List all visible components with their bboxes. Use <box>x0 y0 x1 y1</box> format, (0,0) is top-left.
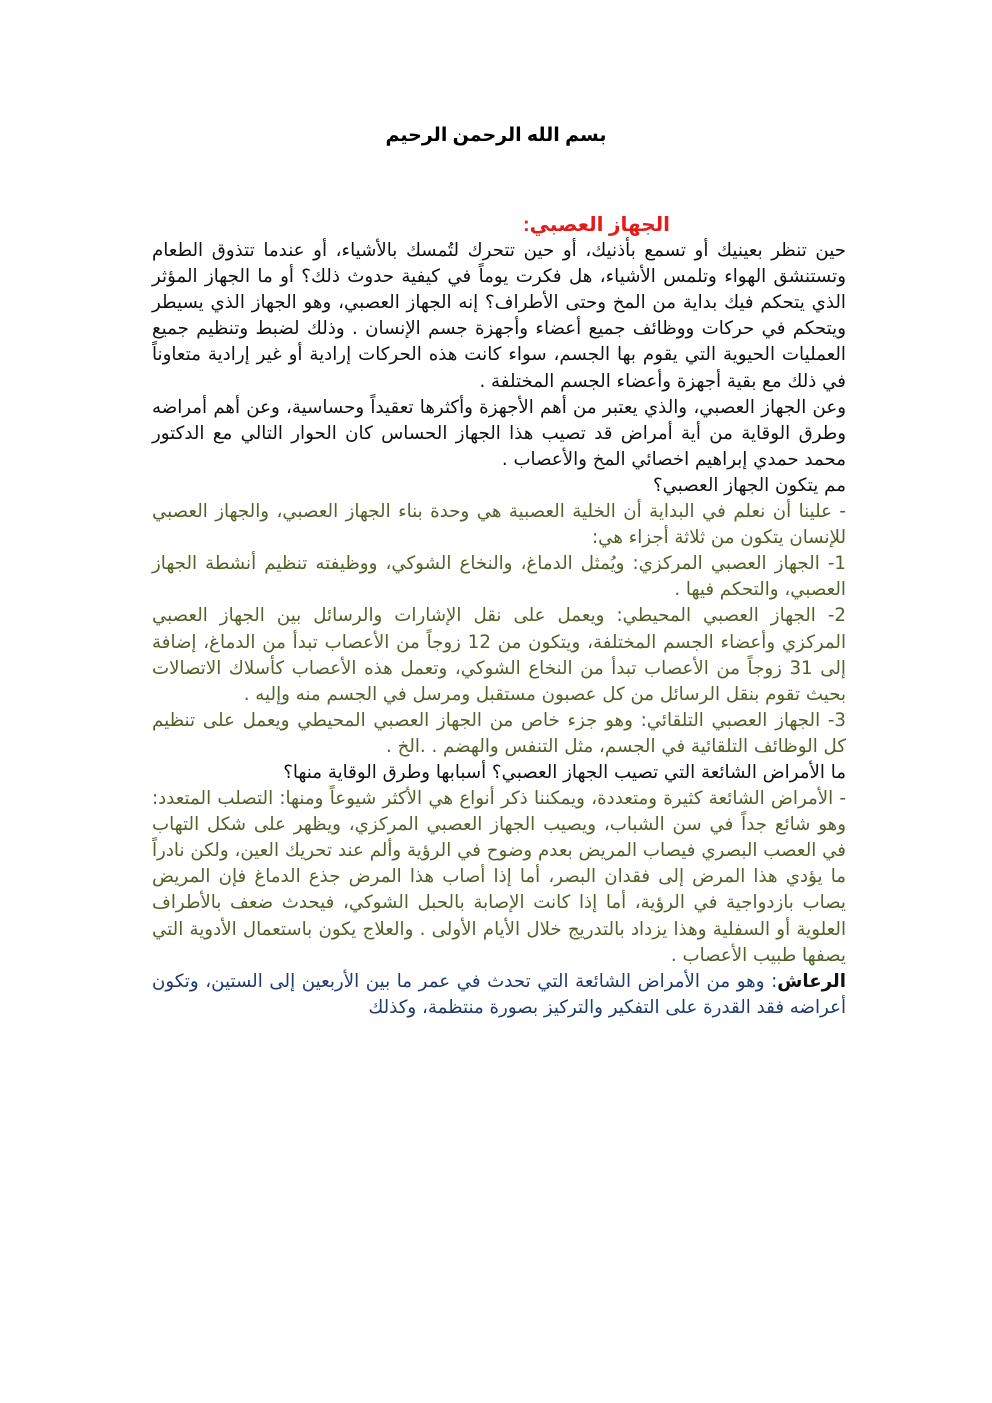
article-body <box>152 212 846 1021</box>
tremor-text: : وهو من الأمراض الشائعة التي تحدث في عمر ما بين الأربعين إلى الستين، وتكون أعراضه فقد القدرة على التفكير والتركيز بصورة منتظمة، وكذلك <box>152 970 846 1018</box>
question-common-diseases: ما الأمراض الشائعة التي تصيب الجهاز العصبي؟ أسبابها وطرق الوقاية منها؟ <box>283 761 846 783</box>
context-paragraph: وعن الجهاز العصبي، والذي يعتبر من أهم الأجهزة وأكثرها تعقيداً وحساسية، وعن أهم أمراضه وطرق الوقاية من أية أمراض قد تصيب هذا الجهاز الحساس كان الحوار التالي مع الدكتور محمد حمدي إبراهيم اخصائي المخ والأعصاب . <box>152 396 846 470</box>
part-central-nervous-system: 1- الجهاز العصبي المركزي: ويُمثل الدماغ، والنخاع الشوكي، ووظيفته تنظيم أنشطة الجهاز العصبي، والتحكم فيها . <box>152 553 846 601</box>
part-autonomic-nervous-system: 3- الجهاز العصبي التلقائي: وهو جزء خاص من الجهاز العصبي المحيطي ويعمل على تنظيم كل الوظائف التلقائية في الجسم، مثل التنفس والهضم . .الخ . <box>152 709 846 757</box>
intro-paragraph: حين تنظر بعينيك أو تسمع بأذنيك، أو حين تتحرك لتُمسك بالأشياء، أو عندما تتذوق الطعام وتستنشق الهواء وتلمس الأشياء، هل فكرت يوماً في كيفية حدوث ذلك؟ أو ما الجهاز المؤثر الذي يتحكم فيك بداية من المخ وحتى الأطراف؟ إنه الجهاز العصبي، وهو الجهاز الذي يسيطر ويتحكم في حركات ووظائف جميع أعضاء وأجهزة جسم الإنسان . وذلك لضبط وتنظيم جميع العمليات الحيوية التي يقوم بها الجسم، سواء كانت هذه الحركات إرادية أو غير إرادية متعاوناً في ذلك مع بقية أجهزة وأعضاء الجسم المختلفة . <box>152 240 846 392</box>
answer-dash: - <box>839 501 846 523</box>
answer-composition <box>152 499 846 551</box>
tremor-paragraph <box>152 969 846 1021</box>
question-composition: مم يتكون الجهاز العصبي؟ <box>652 474 846 496</box>
part-peripheral-nervous-system: 2- الجهاز العصبي المحيطي: ويعمل على نقل الإشارات والرسائل بين الجهاز العصبي المركزي وأعضاء الجسم المختلفة، ويتكون من 12 زوجاً من الأعصاب تبدأ من الدماغ، إضافة إلى 31 زوجاً من الأعصاب تبدأ من النخاع الشوكي، وتعمل هذه الأعصاب كأسلاك الاتصالات بحيث تقوم بنقل الرسائل من كل عصبون مستقبل ومرسل في الجسم منه وإليه . <box>152 605 846 705</box>
answer-common-diseases: - الأمراض الشائعة كثيرة ومتعددة، ويمكننا ذكر أنواع هي الأكثر شيوعاً ومنها: التصلب المتعدد: وهو شائع جداً في سن الشباب، ويصيب الجهاز العصبي المركزي، ويظهر على شكل التهاب في العصب البصري فيصاب المريض بعدم وضوح في الرؤية وألم عند تحريك العين، ولكن نادراً ما يؤدي هذا المرض إلى فقدان البصر، أما إذا أصاب هذا المرض جذع الدماغ فإن المريض يصاب بازدواجية في الرؤية، أما إذا كانت الإصابة بالحبل الشوكي، فيحدث ضعف بالأطراف العلوية أو السفلية وهذا يزداد بالتدريج خلال الأيام الأولى . والعلاج يكون باستعمال الأدوية التي يصفها طبيب الأعصاب . <box>152 788 846 966</box>
tremor-label: الرعاش <box>777 970 846 992</box>
article-title: الجهاز العصبي: <box>523 214 670 236</box>
basmala-heading: بسم الله الرحمن الرحيم <box>385 125 607 146</box>
answer-composition-text: علينا أن نعلم في البداية أن الخلية العصبية هي وحدة بناء الجهاز العصبي، والجهاز العصبي للإنسان يتكون من ثلاثة أجزاء هي: <box>152 501 846 549</box>
